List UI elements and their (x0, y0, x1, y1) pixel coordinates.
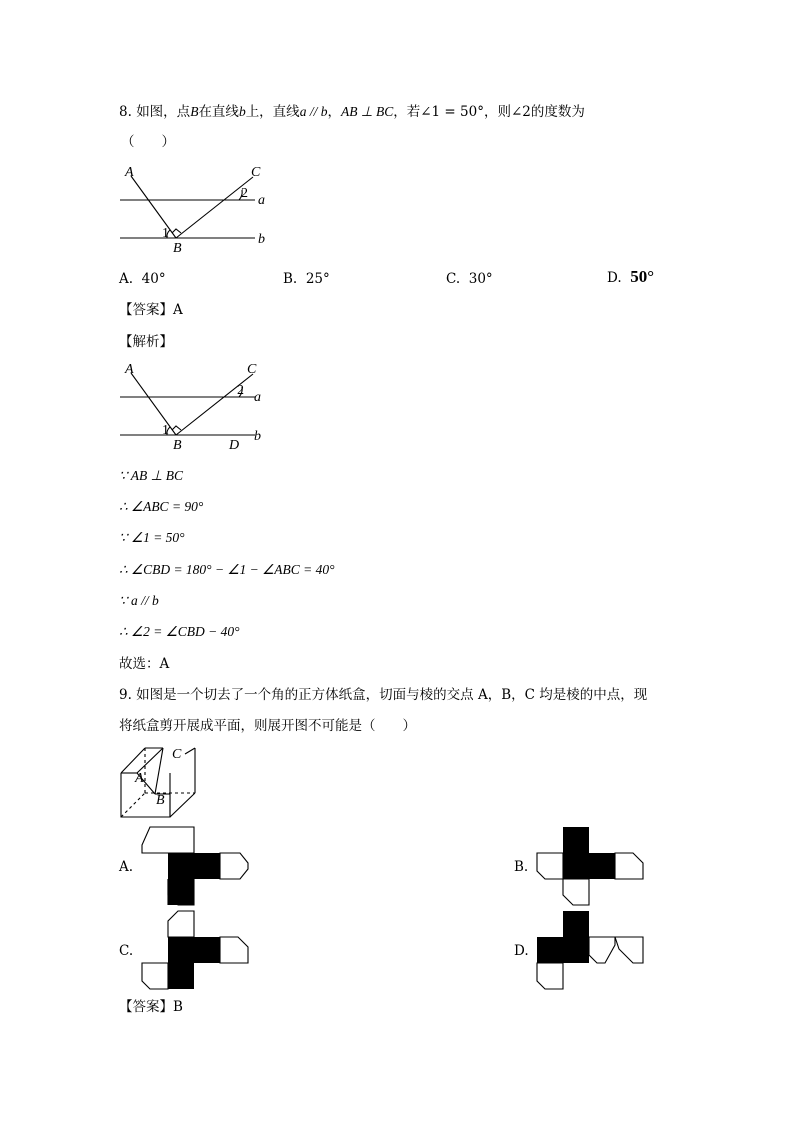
q9-option-a-label[interactable]: A. (119, 859, 134, 875)
q9-option-d-label[interactable]: D. (514, 943, 529, 959)
label-2: 2 (237, 383, 244, 398)
label-D: D (229, 438, 240, 453)
label-B: B (173, 241, 182, 256)
net-a-top (142, 827, 194, 853)
label-2: 2 (241, 186, 248, 201)
q8-step-6: ∴ ∠2 = ∠CBD − 40° (119, 624, 240, 639)
q9-net-d[interactable] (533, 908, 648, 993)
label-a: a (258, 193, 265, 208)
q8-option-b[interactable]: B. 25° (283, 271, 330, 287)
label-A: A (125, 165, 134, 180)
q8-step-5: ∵ a // b (119, 593, 159, 608)
label-b: b (254, 429, 261, 444)
q9-net-b[interactable] (533, 824, 648, 909)
label-1: 1 (162, 226, 169, 241)
q8-step-2: ∴ ∠ABC = 90° (119, 499, 204, 514)
label-A: A (125, 362, 134, 377)
q8-number: 8. (119, 104, 132, 120)
label-C: C (251, 165, 261, 180)
q8-step-3: ∵ ∠1 = 50° (119, 530, 185, 545)
q8-conclusion: 故选：A (119, 656, 170, 672)
label-1: 1 (162, 423, 169, 438)
label-a: a (254, 390, 261, 405)
right-angle-mark (172, 426, 181, 430)
right-angle-mark (172, 229, 181, 233)
cube-label-C: C (172, 747, 182, 762)
label-b: b (258, 232, 265, 247)
q8-analysis-figure (115, 358, 285, 458)
label-B: B (173, 438, 182, 453)
q9-answer: 【答案】B (119, 999, 183, 1015)
q8-paren: （ ） (121, 134, 175, 150)
segment-ab (131, 373, 176, 435)
q8-option-d[interactable]: D. 50° (607, 267, 655, 286)
q9-option-c-label[interactable]: C. (119, 943, 134, 959)
q8-option-a[interactable]: A. 40° (119, 271, 166, 287)
q9-cube-figure (115, 742, 205, 822)
q9-stem-line-1: 9. 如图是一个切去了一个角的正方体纸盒，切面与棱的交点 A，B，C 均是棱的中点，现 (119, 687, 648, 703)
q8-figure (115, 160, 285, 260)
q9-net-a[interactable] (138, 824, 253, 909)
q9-option-b-label[interactable]: B. (514, 859, 529, 875)
q8-stem: 8. 如图，点B在直线b上，直线a // b，AB ⊥ BC，若∠1 = 50°，则∠2的度数为 (119, 104, 585, 120)
q8-analysis-title: 【解析】 (119, 334, 173, 350)
q9-stem-line-2: 将纸盒剪开展成平面，则展开图不可能是（ ） (119, 718, 416, 734)
q8-step-1: ∵ AB ⊥ BC (119, 468, 183, 483)
q8-step-4: ∴ ∠CBD = 180° − ∠1 − ∠ABC = 40° (119, 562, 335, 577)
hidden-edge-diagonal (121, 793, 145, 817)
label-C: C (247, 362, 257, 377)
q8-option-c[interactable]: C. 30° (446, 271, 493, 287)
cube-label-A: A (135, 771, 144, 786)
cube-bottom-right-edge (170, 793, 195, 817)
q9-net-c[interactable] (138, 908, 253, 993)
q8-answer: 【答案】A (119, 302, 183, 318)
cube-label-B: B (156, 793, 165, 808)
segment-ab (131, 176, 176, 238)
